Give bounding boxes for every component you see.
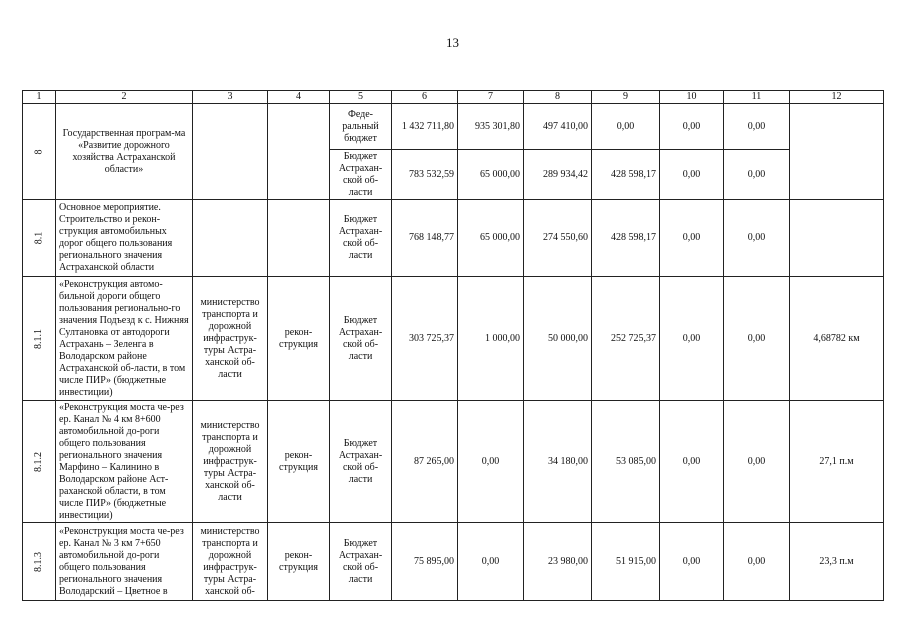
table-row xyxy=(23,200,884,277)
row-number-cell xyxy=(23,277,56,401)
value-cell: 289 934,42 xyxy=(524,150,592,200)
value-cell: 23 980,00 xyxy=(524,523,592,601)
value-cell: 65 000,00 xyxy=(458,200,524,277)
measure-value: 4,68782 км xyxy=(790,277,884,401)
value-cell: 1 432 711,80 xyxy=(392,104,458,150)
row-number-cell xyxy=(23,523,56,601)
value-cell: 0,00 xyxy=(724,150,790,200)
value-cell: 75 895,00 xyxy=(392,523,458,601)
value-cell: 0,00 xyxy=(724,401,790,523)
column-header: 1 xyxy=(23,91,56,104)
executor-cell xyxy=(193,200,268,277)
value-cell: 428 598,17 xyxy=(592,150,660,200)
table-row xyxy=(23,277,884,401)
measure-cell xyxy=(790,104,884,200)
measure-value: 27,1 п.м xyxy=(790,401,884,523)
value-cell: 0,00 xyxy=(458,523,524,601)
work-type: рекон-струкция xyxy=(268,277,330,401)
value-cell: 50 000,00 xyxy=(524,277,592,401)
value-cell: 0,00 xyxy=(660,277,724,401)
value-cell: 428 598,17 xyxy=(592,200,660,277)
row-number: 8 xyxy=(33,149,44,154)
value-cell: 0,00 xyxy=(724,523,790,601)
row-number-cell xyxy=(23,200,56,277)
column-header: 11 xyxy=(724,91,790,104)
row-number: 8.1.3 xyxy=(33,551,44,572)
value-cell: 783 532,59 xyxy=(392,150,458,200)
value-cell: 0,00 xyxy=(660,401,724,523)
executor-cell xyxy=(193,104,268,200)
budget-table xyxy=(22,90,884,601)
type-cell xyxy=(268,104,330,200)
column-header: 5 xyxy=(330,91,392,104)
value-cell: 497 410,00 xyxy=(524,104,592,150)
item-name: Государственная програм-ма «Развитие дорожного хозяйства Астраханской области» xyxy=(56,104,193,200)
column-header: 9 xyxy=(592,91,660,104)
value-cell: 0,00 xyxy=(660,200,724,277)
value-cell: 935 301,80 xyxy=(458,104,524,150)
value-cell: 0,00 xyxy=(724,277,790,401)
table-row xyxy=(23,401,884,523)
value-cell: 0,00 xyxy=(724,200,790,277)
column-header: 3 xyxy=(193,91,268,104)
item-name: «Реконструкция моста че-рез ер. Канал № 3 км 7+650 автомобильной до-роги общего пользования регионального значения Володарский – Цветное в xyxy=(56,523,193,601)
funding-source: Бюджет Астрахан-ской об-ласти xyxy=(330,277,392,401)
value-cell: 303 725,37 xyxy=(392,277,458,401)
executor: министерство транспорта и дорожной инфраструк-туры Астра-ханской об- xyxy=(193,523,268,601)
type-cell xyxy=(268,200,330,277)
row-number: 8.1.1 xyxy=(33,328,44,349)
item-name: Основное мероприятие. Строительство и рекон-струкция автомобильных дорог общего пользования регионального значения Астраханской области xyxy=(56,200,193,277)
value-cell: 274 550,60 xyxy=(524,200,592,277)
table-row xyxy=(23,523,884,601)
row-number-cell xyxy=(23,104,56,200)
column-header: 12 xyxy=(790,91,884,104)
row-number: 8.1 xyxy=(33,231,44,245)
column-number-row xyxy=(23,91,884,104)
value-cell: 65 000,00 xyxy=(458,150,524,200)
value-cell: 0,00 xyxy=(724,104,790,150)
work-type: рекон-струкция xyxy=(268,523,330,601)
value-cell: 768 148,77 xyxy=(392,200,458,277)
funding-source: Бюджет Астрахан-ской об-ласти xyxy=(330,401,392,523)
row-number-cell xyxy=(23,401,56,523)
column-header: 4 xyxy=(268,91,330,104)
value-cell: 0,00 xyxy=(592,104,660,150)
column-header: 2 xyxy=(56,91,193,104)
executor: министерство транспорта и дорожной инфраструк-туры Астра-ханской об-ласти xyxy=(193,277,268,401)
column-header: 10 xyxy=(660,91,724,104)
value-cell: 51 915,00 xyxy=(592,523,660,601)
page-number: 13 xyxy=(446,35,459,50)
work-type: рекон-струкция xyxy=(268,401,330,523)
measure-value: 23,3 п.м xyxy=(790,523,884,601)
funding-source: Бюджет Астрахан-ской об-ласти xyxy=(330,200,392,277)
value-cell: 0,00 xyxy=(660,104,724,150)
measure-cell xyxy=(790,200,884,277)
value-cell: 0,00 xyxy=(660,523,724,601)
value-cell: 0,00 xyxy=(458,401,524,523)
item-name: «Реконструкция моста че-рез ер. Канал № 4 км 8+600 автомобильной до-роги общего пользования регионального значения Марфино – Калинино в Володарском районе Аст-раханской области, в том числе ПИР» (бюджетные инвестиции) xyxy=(56,401,193,523)
column-header: 8 xyxy=(524,91,592,104)
funding-source: Бюджет Астрахан-ской об-ласти xyxy=(330,150,392,200)
value-cell: 34 180,00 xyxy=(524,401,592,523)
item-name: «Реконструкция автомо-бильной дороги общего пользования регионально-го значения Подъезд к с. Нижняя Султановка от автодороги Астрахань – Зеленга в Володарском районе Астраханской об-ласти, в том числе ПИР» (бюджетные инвестиции) xyxy=(56,277,193,401)
table-row xyxy=(23,104,884,150)
executor: министерство транспорта и дорожной инфраструк-туры Астра-ханской об-ласти xyxy=(193,401,268,523)
funding-source: Бюджет Астрахан-ской об-ласти xyxy=(330,523,392,601)
funding-source: Феде-ральный бюджет xyxy=(330,104,392,150)
column-header: 6 xyxy=(392,91,458,104)
value-cell: 252 725,37 xyxy=(592,277,660,401)
value-cell: 87 265,00 xyxy=(392,401,458,523)
value-cell: 1 000,00 xyxy=(458,277,524,401)
value-cell: 0,00 xyxy=(660,150,724,200)
value-cell: 53 085,00 xyxy=(592,401,660,523)
row-number: 8.1.2 xyxy=(33,451,44,472)
column-header: 7 xyxy=(458,91,524,104)
